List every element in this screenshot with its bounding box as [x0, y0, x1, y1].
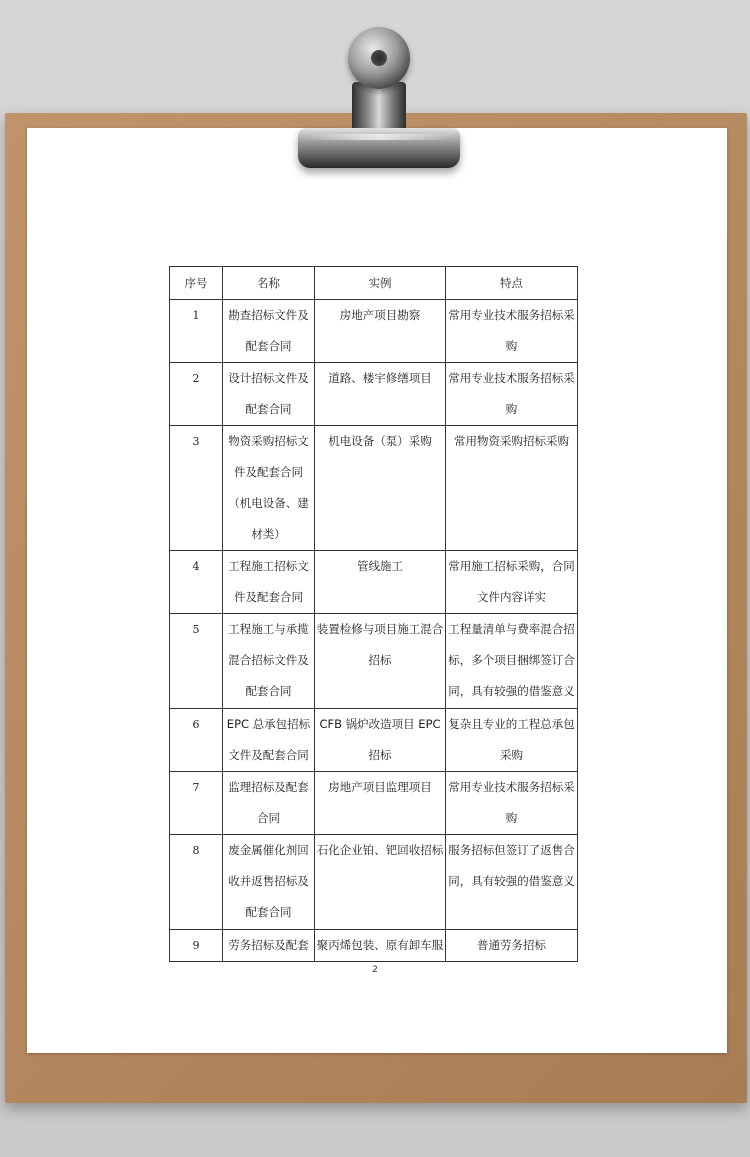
row-feature: 常用专业技术服务招标采购 — [446, 772, 578, 835]
row-example: 房地产项目监理项目 — [315, 772, 446, 835]
row-name: 勘查招标文件及配套合同 — [223, 300, 315, 363]
row-name: EPC 总承包招标文件及配套合同 — [223, 709, 315, 772]
row-number: 1 — [170, 300, 223, 363]
row-name: 设计招标文件及配套合同 — [223, 363, 315, 426]
row-feature: 常用专业技术服务招标采购 — [446, 363, 578, 426]
table-row — [170, 930, 578, 962]
contract-table — [169, 266, 578, 962]
row-feature: 常用施工招标采购，合同文件内容详实 — [446, 551, 578, 614]
row-example: 管线施工 — [315, 551, 446, 614]
table-row — [170, 426, 578, 551]
clip-ring-hole — [371, 50, 387, 66]
row-number: 9 — [170, 930, 223, 962]
header-cell-feature: 特点 — [446, 267, 578, 300]
row-name: 劳务招标及配套 — [223, 930, 315, 962]
table-row — [170, 300, 578, 363]
row-name: 工程施工招标文件及配套合同 — [223, 551, 315, 614]
table-row — [170, 709, 578, 772]
row-example: 机电设备（泵）采购 — [315, 426, 446, 551]
row-feature: 复杂且专业的工程总承包采购 — [446, 709, 578, 772]
table-row — [170, 835, 578, 930]
table-row — [170, 363, 578, 426]
row-number: 6 — [170, 709, 223, 772]
row-example: 石化企业铂、钯回收招标 — [315, 835, 446, 930]
clip-shine — [306, 134, 452, 140]
row-feature: 服务招标但签订了返售合同，具有较强的借鉴意义 — [446, 835, 578, 930]
row-number: 8 — [170, 835, 223, 930]
row-number: 5 — [170, 614, 223, 709]
row-feature: 常用专业技术服务招标采购 — [446, 300, 578, 363]
row-number: 2 — [170, 363, 223, 426]
table-header-row — [170, 267, 578, 300]
header-cell-name: 名称 — [223, 267, 315, 300]
row-example: CFB 锅炉改造项目 EPC 招标 — [315, 709, 446, 772]
row-number: 3 — [170, 426, 223, 551]
table-row — [170, 772, 578, 835]
row-name: 物资采购招标文件及配套合同（机电设备、建材类） — [223, 426, 315, 551]
table-row — [170, 614, 578, 709]
row-example: 道路、楼宇修缮项目 — [315, 363, 446, 426]
row-name: 监理招标及配套合同 — [223, 772, 315, 835]
row-feature: 工程量清单与费率混合招标，多个项目捆绑签订合同，具有较强的借鉴意义 — [446, 614, 578, 709]
row-feature: 常用物资采购招标采购 — [446, 426, 578, 551]
header-cell-number: 序号 — [170, 267, 223, 300]
row-number: 7 — [170, 772, 223, 835]
row-number: 4 — [170, 551, 223, 614]
row-name: 废金属催化剂回收并返售招标及配套合同 — [223, 835, 315, 930]
page-number: 2 — [372, 965, 378, 975]
row-name: 工程施工与承揽混合招标文件及配套合同 — [223, 614, 315, 709]
row-example: 装置检修与项目施工混合招标 — [315, 614, 446, 709]
table-row — [170, 551, 578, 614]
header-cell-example: 实例 — [315, 267, 446, 300]
row-example: 聚丙烯包装、原有卸车服 — [315, 930, 446, 962]
row-feature: 普通劳务招标 — [446, 930, 578, 962]
row-example: 房地产项目勘察 — [315, 300, 446, 363]
